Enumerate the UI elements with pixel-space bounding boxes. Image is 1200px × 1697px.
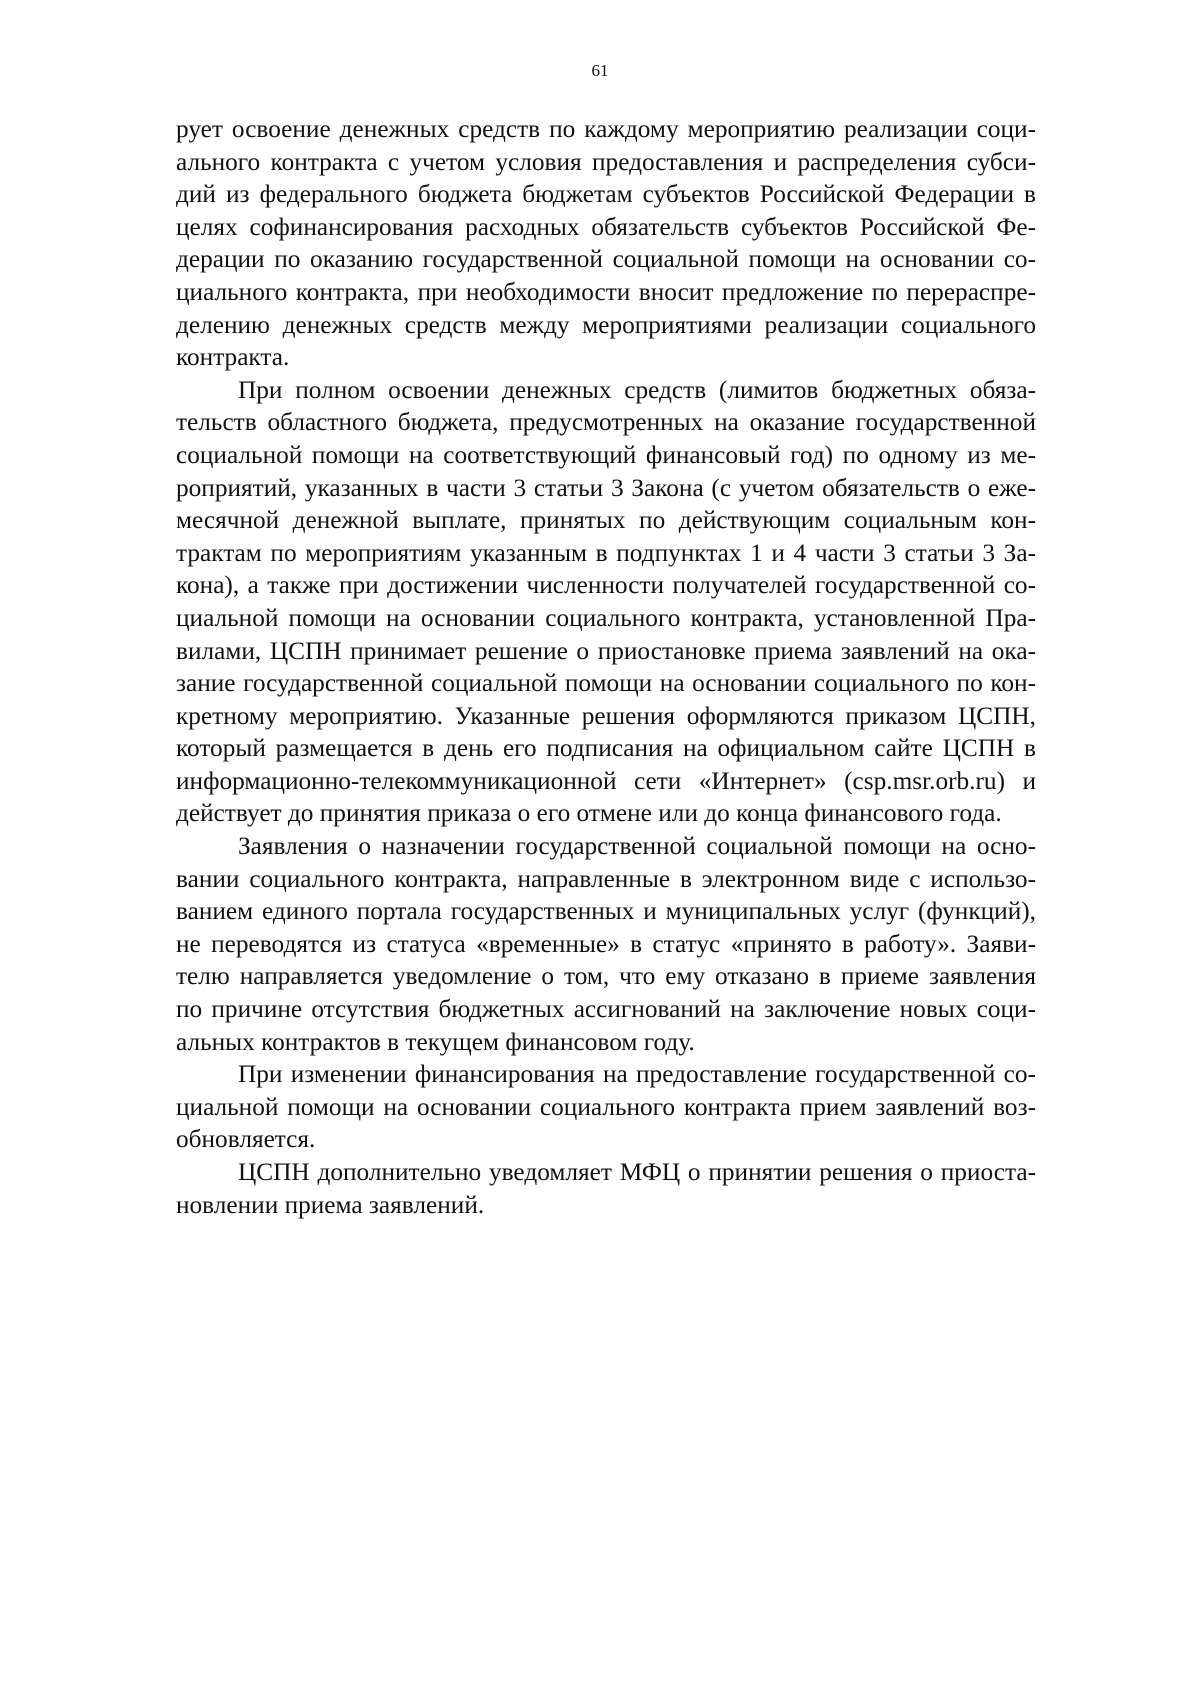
text-line: кона), а также при достижении численности получателей государственной со- — [176, 571, 1036, 600]
document-body — [176, 113, 1036, 1221]
text-line: целях софинансирования расходных обязательств субъектов Российской Фе- — [176, 212, 1036, 241]
text-line: зание государственной социальной помощи на основании социального по кон- — [176, 669, 1036, 698]
page-number: 61 — [591, 61, 609, 80]
text-line: При изменении финансирования на предоставление государственной со- — [238, 1060, 1036, 1089]
text-line: телю направляется уведомление о том, что ему отказано в приеме заявления — [176, 962, 1036, 991]
text-line: ванием единого портала государственных и муниципальных услуг (функций), — [176, 897, 1036, 926]
text-line: делению денежных средств между мероприятиями реализации социального — [176, 310, 1036, 339]
text-line: который размещается в день его подписания на официальном сайте ЦСПН в — [176, 734, 1036, 763]
text-line: При полном освоении денежных средств (лимитов бюджетных обяза- — [238, 375, 1036, 404]
text-line: контракта. — [176, 343, 290, 372]
text-line: вании социального контракта, направленные в электронном виде с использо- — [176, 864, 1036, 893]
text-line: обновляется. — [176, 1125, 316, 1154]
text-line: не переводятся из статуса «временные» в статус «принято в работу». Заяви- — [176, 929, 1036, 958]
paragraph-1 — [176, 113, 1036, 374]
text-line: дерации по оказанию государственной социальной помощи на основании со- — [176, 245, 1036, 274]
text-line: циальной помощи на основании социального контракта, установленной Пра- — [176, 603, 1036, 632]
text-line: ального контракта с учетом условия предоставления и распределения субси- — [176, 147, 1036, 176]
text-line: социальной помощи на соответствующий финансовый год) по одному из ме- — [176, 440, 1036, 469]
text-line: месячной денежной выплате, принятых по действующим социальным кон- — [176, 506, 1036, 535]
paragraph-5 — [176, 1156, 1036, 1221]
text-line: циального контракта, при необходимости вносит предложение по перераспре- — [176, 277, 1036, 306]
text-line: кретному мероприятию. Указанные решения оформляются приказом ЦСПН, — [176, 701, 1036, 730]
text-line: роприятий, указанных в части 3 статьи 3 Закона (с учетом обязательств о еже- — [176, 473, 1036, 502]
text-line: по причине отсутствия бюджетных ассигнований на заключение новых соци- — [176, 995, 1036, 1024]
text-line: новлении приема заявлений. — [176, 1190, 485, 1219]
text-line: тельств областного бюджета, предусмотренных на оказание государственной — [176, 408, 1036, 437]
paragraph-2 — [176, 374, 1036, 830]
text-line: циальной помощи на основании социального контракта прием заявлений воз- — [176, 1092, 1036, 1121]
text-line: рует освоение денежных средств по каждому мероприятию реализации соци- — [176, 115, 1036, 143]
paragraph-4 — [176, 1058, 1036, 1156]
paragraph-3 — [176, 830, 1036, 1058]
text-line: альных контрактов в текущем финансовом году. — [176, 1027, 695, 1056]
text-line: ЦСПН дополнительно уведомляет МФЦ о принятии решения о приоста- — [238, 1158, 1036, 1186]
text-line: действует до принятия приказа о его отмене или до конца финансового года. — [176, 799, 1002, 828]
text-line: дий из федерального бюджета бюджетам субъектов Российской Федерации в — [176, 180, 1036, 209]
text-line: Заявления о назначении государственной социальной помощи на осно- — [238, 832, 1036, 861]
text-line: трактам по мероприятиям указанным в подпунктах 1 и 4 части 3 статьи 3 За- — [176, 538, 1036, 567]
text-line: информационно-телекоммуникационной сети «Интернет» (csp.msr.orb.ru) и — [176, 766, 1036, 795]
text-line: вилами, ЦСПН принимает решение о приостановке приема заявлений на ока- — [176, 636, 1036, 665]
